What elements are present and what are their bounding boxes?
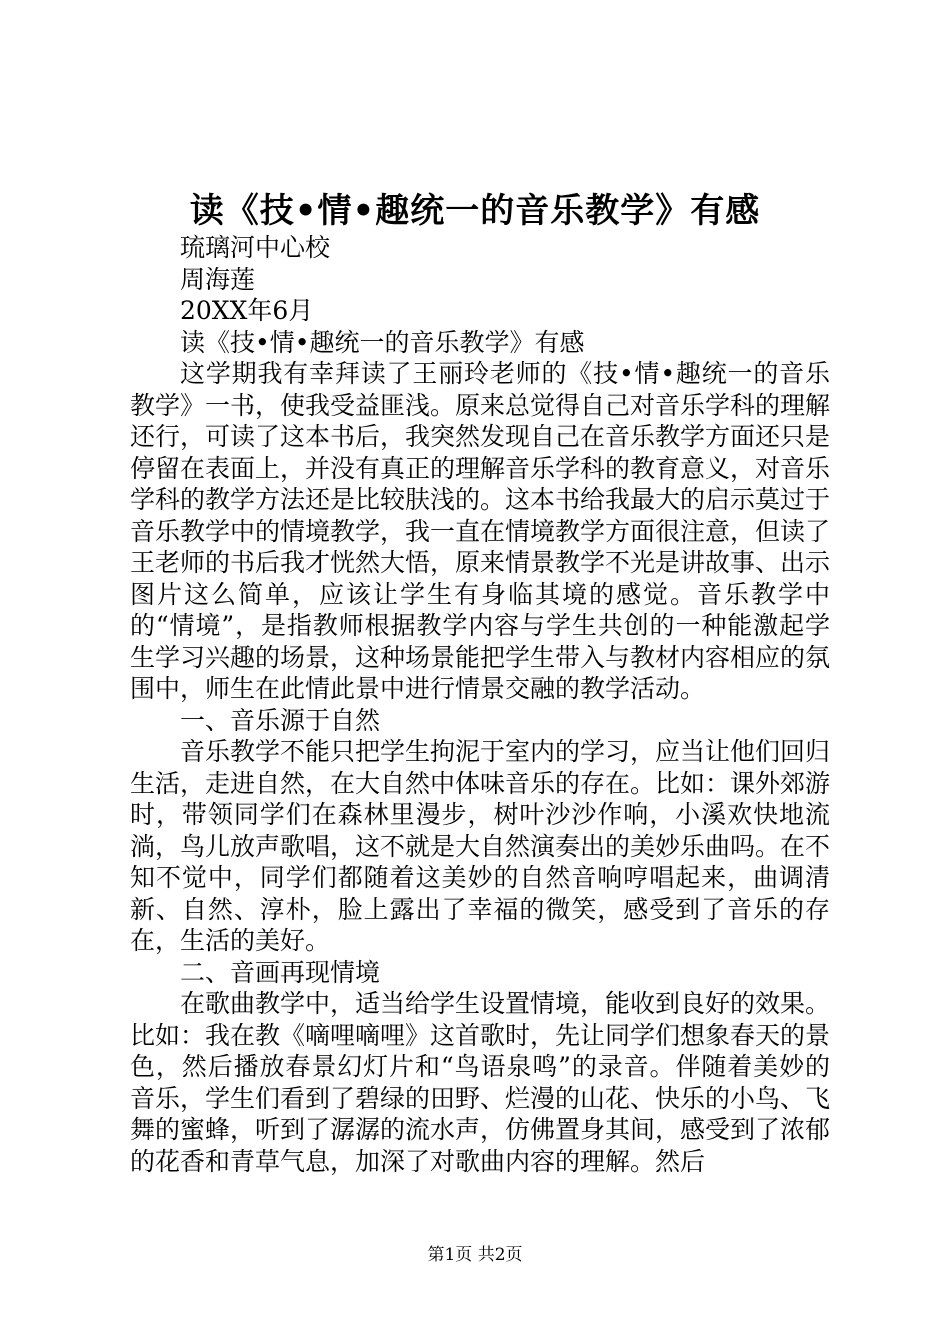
date-line: 20XX年6月 xyxy=(180,296,314,325)
page-number-footer: 第1页 共2页 xyxy=(427,1245,523,1265)
document-body xyxy=(130,232,830,1177)
body-paragraph: 这学期我有幸拜读了王丽玲老师的《技•情•趣统一的音乐教学》一书，使我受益匪浅。原来总觉得自己对音乐学科的理解还行，可读了这本书后，我突然发现自己在音乐教学方面还只是停留在表面上，并没有真正的理解音乐学科的教育意义，对音乐学科的教学方法还是比较肤浅的。这本书给我最大的启示莫过于音乐教学中的情境教学，我一直在情境教学方面很注意，但读了王老师的书后我才恍然大悟，原来情景教学不光是讲故事、出示图片这么简单，应该让学生有身临其境的感觉。音乐教学中的“情境”，是指教师根据教学内容与学生共创的一种能激起学生学习兴趣的场景，这种场景能把学生带入与教材内容相应的氛围中，师生在此情此景中进行情景交融的教学活动。 xyxy=(130,359,831,703)
body-paragraph: 在歌曲教学中，适当给学生设置情境，能收到良好的效果。比如：我在教《嘀哩嘀哩》这首歌时，先让同学们想象春天的景色，然后播放春景幻灯片和“鸟语泉鸣”的录音。伴随着美妙的音乐，学生们看到了碧绿的田野、烂漫的山花、快乐的小鸟、飞舞的蜜蜂，听到了潺潺的流水声，仿佛置身其间，感受到了浓郁的花香和青草气息，加深了对歌曲内容的理解。然后 xyxy=(130,989,831,1176)
document-title: 读《技•情•趣统一的音乐教学》有感 xyxy=(189,191,761,231)
author-name: 周海莲 xyxy=(180,264,256,294)
section-heading: 二、音画再现情境 xyxy=(180,957,381,987)
school-name: 琉璃河中心校 xyxy=(180,233,331,262)
repeated-title: 读《技•情•趣统一的音乐教学》有感 xyxy=(180,327,585,357)
body-paragraph: 音乐教学不能只把学生拘泥于室内的学习，应当让他们回归生活，走进自然，在大自然中体味音乐的存在。比如：课外郊游时，带领同学们在森林里漫步，树叶沙沙作响，小溪欢快地流淌，鸟儿放声歌唱，这不就是大自然演奏出的美妙乐曲吗。在不知不觉中，同学们都随着这美妙的自然音响哼唱起来，曲调清新、自然、淳朴，脸上露出了幸福的微笑，感受到了音乐的存在，生活的美好。 xyxy=(130,737,831,955)
section-heading: 一、音乐源于自然 xyxy=(180,705,381,735)
